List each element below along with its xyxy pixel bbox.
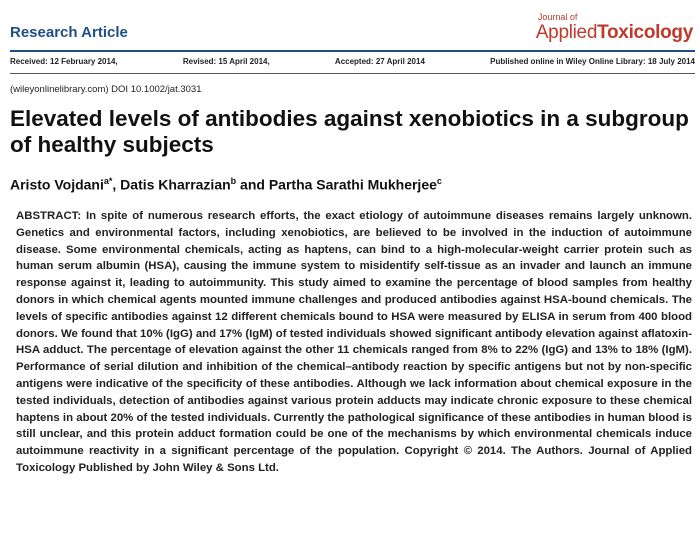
author-affiliation: a* — [103, 176, 113, 186]
article-title: Elevated levels of antibodies against xenobiotics in a subgroup of healthy subjects — [10, 106, 689, 157]
abstract-text: ABSTRACT: In spite of numerous research efforts, the exact etiology of autoimmune diseases remains largely unknown. Genetics and environmental factors, including xenobiotics, are believed to be involved in the induction of autoimmune disease. Some environmental chemicals, acting as haptens, can bind to a high-molecular-weight carrier protein such as human serum albumin (HSA), causing the immune system to misidentify self-tissue as an invader and launch an immune response against it, leading to autoimmunity. This study aimed to examine the percentage of blood samples from healthy donors in which chemical agents mounted immune challenges and produced antibodies against HSA-bound chemicals. The levels of specific antibodies against 12 different chemicals bound to HSA were measured by ELISA in serum from 400 blood donors. We found that 10% (IgG) and 17% (IgM) of tested individuals showed significant antibody elevation against aflatoxin-HSA adduct. The percentage of elevation against the other 11 chemicals ranged from 8% to 22% (IgG) and 13% to 18% (IgM). Performance of serial dilution and inhibition of the chemical–antibody reaction by specific antigens but not by non-specific antigens were indicative of the specificity of these antibodies. Although we lack information about chemical exposure in the tested individuals, detection of antibodies against various protein adducts may indicate chronic exposure to these chemical haptens in about 20% of the tested individuals. Currently the pathological significance of these antibodies in human blood is still unclear, and this protein adduct formation could be one of the mechanisms by which environmental chemicals induce autoimmune reactivity in a significant percentage of the population. Copyright © 2014. The Authors. Journal of Applied Toxicology Published by John Wiley & Sons Ltd. — [16, 210, 692, 474]
journal-header — [10, 12, 695, 46]
article-type-label: Research Article — [10, 24, 128, 41]
author-separator: and — [236, 176, 269, 193]
dates-rule — [10, 73, 695, 74]
revised-date: Revised: 15 April 2014, — [182, 57, 270, 66]
received-date: Received: 12 February 2014, — [10, 57, 118, 66]
header-rule — [10, 50, 695, 52]
author-separator: , — [112, 176, 121, 193]
journal-logo-name-part2: Toxicology — [597, 22, 693, 43]
journal-logo-name — [536, 22, 693, 43]
published-date: Published online in Wiley Online Library: 18 July 2014 — [490, 57, 695, 66]
journal-logo — [536, 12, 693, 43]
author-affiliation: b — [230, 176, 237, 186]
author-affiliation: c — [436, 176, 442, 186]
accepted-date: Accepted: 27 April 2014 — [334, 57, 425, 66]
journal-logo-small-text: Journal of — [537, 12, 578, 22]
author-name[interactable]: Datis Kharrazian — [120, 176, 231, 193]
author-name[interactable]: Aristo Vojdani — [10, 176, 104, 193]
author-list — [10, 176, 442, 193]
dates-row — [10, 57, 695, 66]
author-name[interactable]: Partha Sarathi Mukherjee — [268, 176, 437, 193]
doi-line[interactable]: (wileyonlinelibrary.com) DOI 10.1002/jat.3031 — [10, 84, 202, 95]
journal-logo-name-part1: Applied — [535, 22, 598, 43]
